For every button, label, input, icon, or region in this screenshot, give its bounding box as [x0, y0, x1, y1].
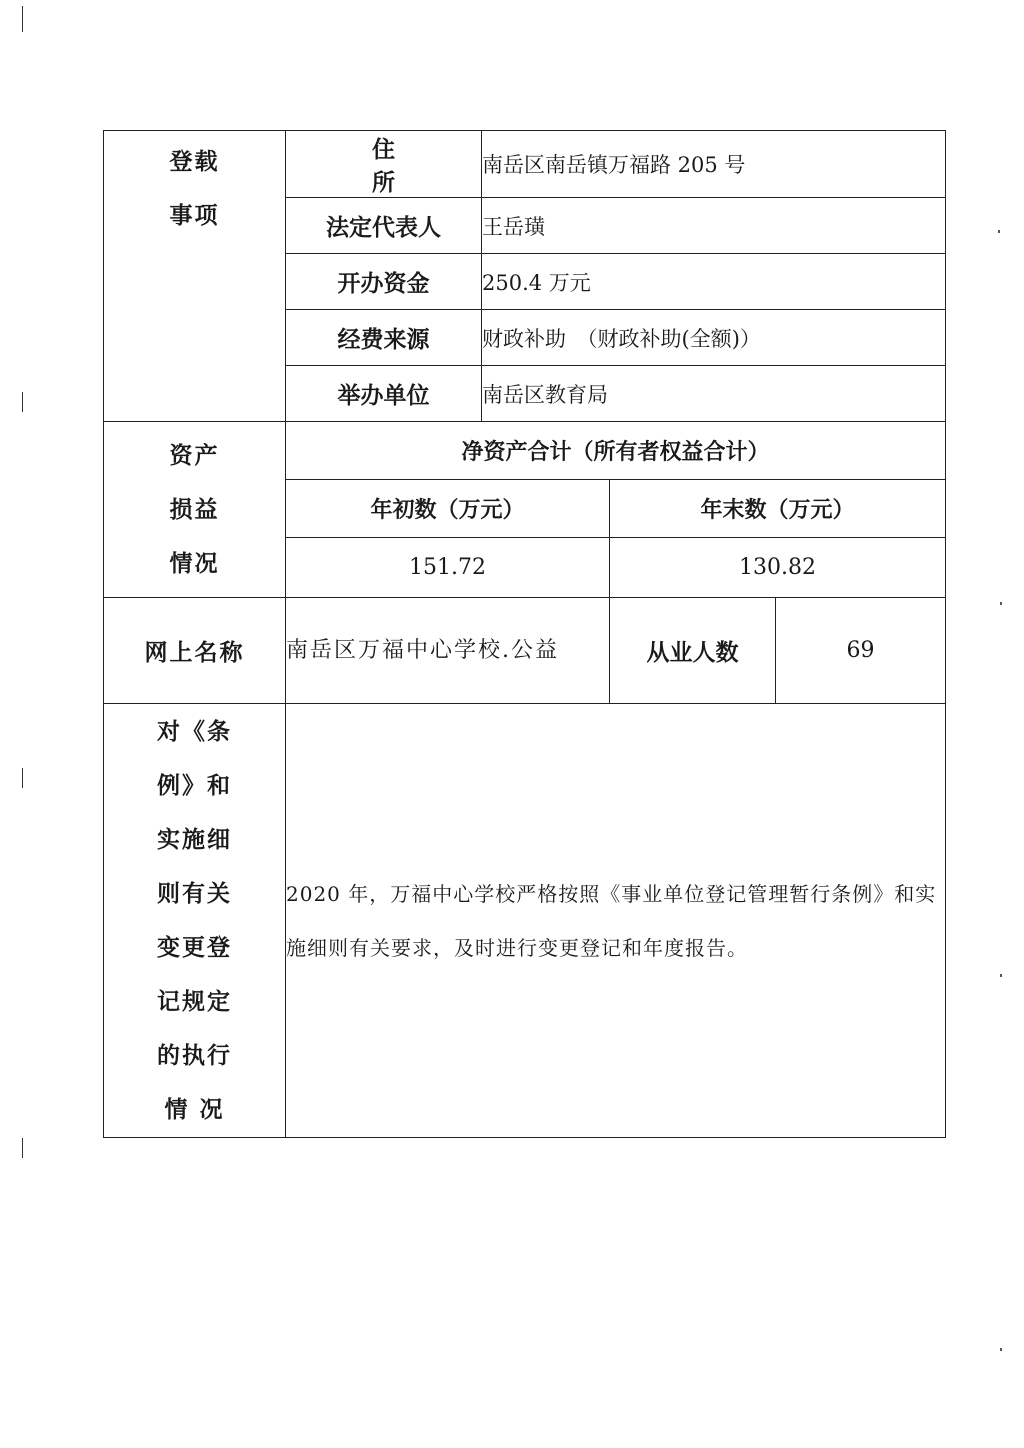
address-value: 南岳区南岳镇万福路 205 号: [482, 131, 946, 198]
execution-label-line: 记规定: [157, 988, 232, 1015]
execution-label-line: 对《条: [157, 718, 232, 745]
regulation-execution-label: [104, 704, 286, 1138]
registration-form-table: [103, 130, 946, 1138]
funding-source-label: 经费来源: [286, 310, 482, 366]
online-name-value: 南岳区万福中心学校.公益: [286, 598, 610, 704]
execution-label-line: 实施细: [157, 826, 232, 853]
assets-section-label-line2: 损益: [169, 495, 220, 523]
execution-label-line: 例》和: [157, 772, 232, 799]
legal-representative-value: 王岳璜: [482, 198, 946, 254]
online-name-label: 网上名称: [104, 598, 286, 704]
regulation-execution-text: 2020 年，万福中心学校严格按照《事业单位登记管理暂行条例》和实施细则有关要求，及时进行变更登记和年度报告。: [286, 704, 946, 1138]
scan-edge-mark: [22, 1138, 23, 1158]
scan-edge-mark: [22, 392, 23, 412]
scan-edge-dot: [1000, 602, 1002, 605]
scan-edge-dot: [1000, 1348, 1002, 1351]
beginning-balance-header: 年初数（万元）: [286, 480, 610, 538]
sponsor-unit-value: 南岳区教育局: [482, 366, 946, 422]
ending-balance-header: 年末数（万元）: [610, 480, 946, 538]
assets-section-label-line3: 情况: [169, 549, 220, 577]
execution-label-line: 变更登: [157, 934, 232, 961]
registration-section-label: [104, 131, 286, 422]
address-label: 住 所: [286, 131, 482, 198]
execution-label-line: 则有关: [157, 880, 232, 907]
assets-section-label: [104, 422, 286, 598]
beginning-balance-value: 151.72: [286, 538, 610, 598]
scan-edge-dot: [998, 230, 1000, 233]
registration-section-label-line2: 事项: [169, 202, 220, 229]
start-funds-value: 250.4 万元: [482, 254, 946, 310]
staff-count-value: 69: [776, 598, 946, 704]
sponsor-unit-label: 举办单位: [286, 366, 482, 422]
legal-representative-label: 法定代表人: [286, 198, 482, 254]
funding-source-value: 财政补助 （财政补助(全额)）: [482, 310, 946, 366]
scan-edge-mark: [22, 768, 23, 788]
execution-label-line: 的执行: [157, 1042, 232, 1069]
net-assets-header: 净资产合计（所有者权益合计）: [286, 422, 946, 480]
registration-section-label-line1: 登载: [169, 148, 220, 175]
ending-balance-value: 130.82: [610, 538, 946, 598]
start-funds-label: 开办资金: [286, 254, 482, 310]
staff-count-label: 从业人数: [610, 598, 776, 704]
scan-edge-mark: [22, 6, 23, 32]
scan-edge-dot: [1000, 974, 1002, 977]
assets-section-label-line1: 资产: [169, 441, 220, 469]
execution-label-line: 情 况: [164, 1096, 225, 1123]
